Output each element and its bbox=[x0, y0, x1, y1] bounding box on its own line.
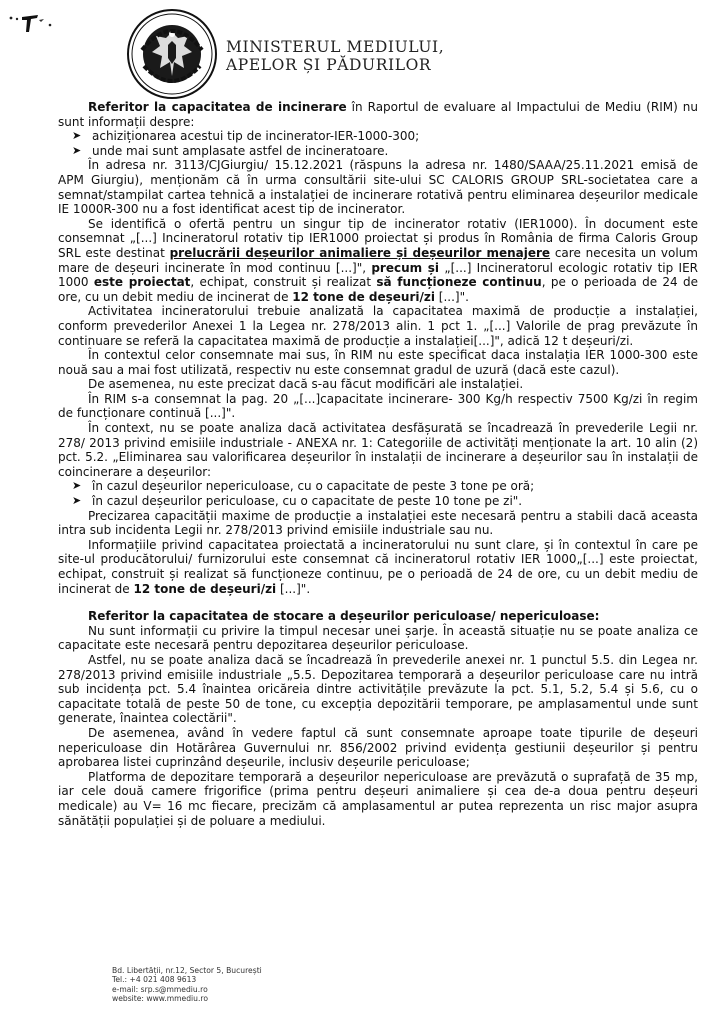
footer-address: Bd. Libertății, nr.12, Sector 5, București bbox=[112, 966, 262, 975]
text-run-bold-underline: prelucrării deșeurilor animaliere și deșeurilor menajere bbox=[169, 245, 551, 260]
paragraph-asemenea: De asemenea, având în vedere faptul că sunt consemnate aproape toate tipurile de deșeuri nepericuloase din Hotărârea Guvernului nr. 856/2002 privind evidența gestiunii deșeurilor și pentru aprobarea listei cuprinzând deșeurile, inclusiv deșeurile periculoase; bbox=[58, 725, 698, 770]
footer-contact bbox=[112, 966, 262, 1004]
paragraph-activitatea: Activitatea incineratorului trebuie analizată la capacitatea maximă de producție a instalației, conform prevederilor Anexei 1 la Legea nr. 278/2013 alin. 1 pct 1. „[...] Valorile de prag prevăzute în continuare se referă la capacitatea maximă de producție a instalației[...]", adică 12 t deșeuri/zi. bbox=[58, 304, 698, 348]
ministry-line-1: MINISTERUL MEDIULUI, bbox=[226, 38, 445, 56]
list-item-text: în cazul deșeurilor periculoase, cu o capacitate de peste 10 tone pe zi". bbox=[92, 494, 523, 509]
footer-email: e-mail: srp.s@mmediu.ro bbox=[112, 984, 208, 994]
text-run: Informațiile privind capacitatea proiectată a incineratorului nu sunt clare, și în contextul în care pe site-ul producătorului/ furnizorului este consemnat că incineratorul rotativ IER 1000„[...] este proiectat, echipat, construit și realizat să funcționeze continuu, pe o perioadă de 24 de ore, cu un debit mediu de incinerat de bbox=[58, 537, 698, 596]
arrow-bullet-icon: ➤ bbox=[72, 129, 82, 143]
list-item bbox=[58, 144, 698, 159]
letter-body bbox=[58, 100, 698, 828]
scan-artifact bbox=[8, 8, 68, 38]
ministry-name bbox=[226, 38, 444, 74]
paragraph-modificari: De asemenea, nu este precizat dacă s-au făcut modificări ale instalației. bbox=[88, 377, 524, 392]
paragraph-adresa: În adresa nr. 3113/CJGiurgiu/ 15.12.2021 (răspuns la adresa nr. 1480/SAAA/25.11.2021 emisă de APM Giurgiu), menționăm că în urma consultării site-ului SC CALORIS GROUP SRL-societatea care a semnat/stampilat cartea tehnică a instalației de incinerare rotativă pentru eliminarea deșeurilor medicale IE 1000R-300 nu a fost identificat acest tip de incinerator. bbox=[58, 158, 698, 217]
list-item-text: achiziționarea acestui tip de incinerator-IER-1000-300; bbox=[92, 129, 420, 144]
text-run: , pe o perioada de 24 de ore, cu un debit mediu de incinerat de bbox=[58, 275, 699, 304]
text-run-bold: 12 tone de deșeuri/zi bbox=[292, 289, 435, 304]
section-stocare-heading: Referitor la capacitatea de stocare a deșeurilor periculoase/ nepericuloase: bbox=[88, 609, 600, 624]
text-run: , echipat, construit și realizat bbox=[190, 275, 377, 290]
heading-rest: în Raportul de evaluare al Impactului de Mediu (RIM) nu sunt informații despre: bbox=[58, 100, 699, 129]
text-run: Se identifică o ofertă pentru un singur tip de incinerator rotativ (IER1000). În document este consemnat „[...] Incineratorul rotativ tip IER1000 proiectat și produs în România de firma Caloris Group SRL este destinat bbox=[58, 216, 698, 260]
paragraph-platforma: Platforma de depozitare temporară a deșeurilor nepericuloase are prevăzută o suprafață de 35 mp, iar cele două camere frigorifice (prima pentru deșeuri animaliere și cea de-a doua pentru deșeuri medicale) au V= 16 mc fiecare, precizăm că amplasamentul ar putea reprezenta un risc major asupra sănătății populației și de poluare a mediului. bbox=[58, 769, 698, 828]
paragraph-astfel: Astfel, nu se poate analiza dacă se încadrează în prevederile anexei nr. 1 punctul 5.5. din Legea nr. 278/2013 privind emisiile industriale „5.5. Depozitarea temporară a deșeurilor periculoase care nu intră sub incidența pct. 5.4 înaintea oricăreia dintre activitățile prevăzute la pct. 5.1, 5.2, 5.4 și 5.6, cu o capacitate totală de peste 50 de tone, cu excepția depozitării temporare, pe amplasamentul unde sunt generate, înaintea colectării". bbox=[58, 652, 698, 726]
footer-tel: Tel.: +4 021 408 9613 bbox=[112, 975, 197, 985]
text-run: [...]". bbox=[434, 289, 469, 304]
arrow-bullet-icon: ➤ bbox=[72, 479, 82, 493]
paragraph-incadrare: În context, nu se poate analiza dacă activitatea desfășurată se încadrează în prevederile Legii nr. 278/ 2013 privind emisiile industriale - ANEXA nr. 1: Categoriile de activități menționate la art. 10 alin (2) pct. 5.2. „Eliminarea sau valorificarea deșeurilor în instalații de incinerare a deșeurilor sau în instalații de coincinerare a deșeurilor: bbox=[58, 421, 698, 479]
section-incinerare-heading bbox=[58, 100, 698, 129]
list-item bbox=[58, 479, 698, 494]
paragraph-context: În contextul celor consemnate mai sus, în RIM nu este specificat daca instalația IER 1000-300 este nouă sau a mai fost utilizată, respectiv nu este consemnat gradul de uzură (dacă este cazul). bbox=[58, 348, 698, 377]
list-item bbox=[58, 129, 698, 144]
paragraph-informatii bbox=[58, 538, 698, 596]
text-run-bold: este proiectat bbox=[93, 275, 191, 290]
paragraph-rim: În RIM s-a consemnat la pag. 20 „[...]capacitate incinerare- 300 Kg/h respectiv 7500 Kg/zi în regim de funcționare continuă [...]". bbox=[58, 391, 698, 421]
text-run: care necesita un volum mare de deșeuri incinerate în mod continuu [...]", bbox=[58, 245, 698, 275]
heading-bold: Referitor la capacitatea de incinerare bbox=[88, 100, 347, 114]
paragraph-oferta bbox=[58, 217, 698, 305]
paragraph-sarje: Nu sunt informații cu privire la timpul necesar unei șarje. În această situație nu se poate analiza ce capacitate este necesară pentru depozitarea deșeurilor periculoase. bbox=[58, 623, 698, 653]
text-run-bold: 12 tone de deșeuri/zi bbox=[133, 581, 277, 596]
text-run: [...]". bbox=[276, 581, 311, 596]
arrow-bullet-icon: ➤ bbox=[72, 143, 82, 157]
footer-website: website: www.mmediu.ro bbox=[112, 994, 208, 1004]
text-run: „[...] Incineratorul ecologic rotativ tip IER 1000 bbox=[58, 260, 698, 290]
arrow-bullet-icon: ➤ bbox=[72, 494, 82, 508]
list-item bbox=[58, 494, 698, 509]
text-run-bold: să funcționeze continuu bbox=[376, 275, 542, 290]
government-emblem-icon bbox=[126, 8, 218, 100]
ministry-line-2: APELOR ȘI PĂDURILOR bbox=[226, 56, 432, 74]
paragraph-precizarea: Precizarea capacității maxime de producție a instalației este necesară pentru a stabili dacă aceasta intra sub incidenta Legii nr. 278/2013 privind emisiile industriale sau nu. bbox=[58, 508, 698, 538]
text-run-bold: precum și bbox=[371, 260, 440, 275]
section-gap bbox=[58, 596, 698, 609]
list-item-text: în cazul deșeurilor nepericuloase, cu o capacitate de peste 3 tone pe oră; bbox=[92, 479, 535, 494]
list-item-text: unde mai sunt amplasate astfel de incineratoare. bbox=[92, 143, 389, 158]
